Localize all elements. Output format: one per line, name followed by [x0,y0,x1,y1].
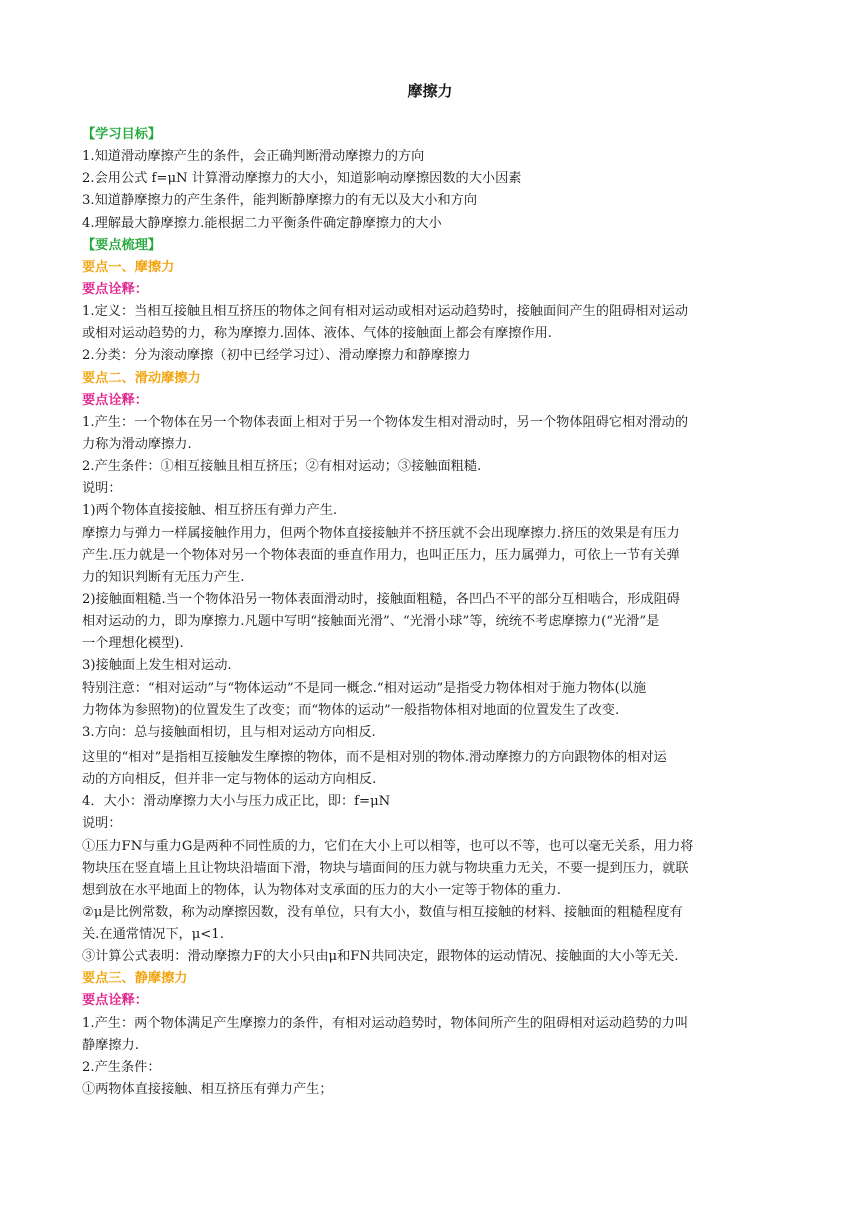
explanation-label: 要点诠释： [82,281,148,297]
text-line: 说明： [82,481,122,497]
text-line: 相对运动的力，即为摩擦力.凡题中写明“接触面光滑”、“光滑小球”等，统统不考虑摩擦力(“光滑”是 [82,614,660,630]
page-title: 摩擦力 [407,82,453,100]
text-line: 2.产生条件：①相互接触且相互挤压；②有相对运动；③接触面粗糙. [82,459,482,475]
text-line: 力的知识判断有无压力产生. [82,569,245,585]
text-line: 2)接触面粗糙.当一个物体沿另一物体表面滑动时，接触面粗糙，各凹凸不平的部分互相啮合，形成阻碍 [82,591,680,607]
text-line: 3.知道静摩擦力的产生条件，能判断静摩擦力的有无以及大小和方向 [82,193,478,209]
text-line: 1.定义：当相互接触且相互挤压的物体之间有相对运动或相对运动趋势时，接触面间产生的阻碍相对运动 [82,304,689,320]
text-line: 3.方向：总与接触面相切，且与相对运动方向相反. [82,724,376,740]
text-line: 特别注意：“相对运动”与“物体运动”不是同一概念.“相对运动”是指受力物体相对于施力物体(以施 [82,680,647,696]
text-line: 或相对运动趋势的力，称为摩擦力.固体、液体、气体的接触面上都会有摩擦作用. [82,326,552,342]
text-line: ①压力FN与重力G是两种不同性质的力，它们在大小上可以相等，也可以不等，也可以毫无关系，用力将 [82,838,694,854]
text-line: 力称为滑动摩擦力. [82,436,192,452]
explanation-label: 要点诠释： [82,392,148,408]
key-point-heading-1: 要点一、摩擦力 [82,259,175,275]
section-heading-key-points: 【要点梳理】 [82,237,162,253]
key-point-heading-2: 要点二、滑动摩擦力 [82,370,201,386]
text-line: 2.会用公式 f=μN 计算滑动摩擦力的大小，知道影响动摩擦因数的大小因素 [82,171,522,187]
section-heading-learning-goals: 【学习目标】 [82,127,162,142]
key-point-heading-3: 要点三、静摩擦力 [82,971,188,987]
text-line: 这里的“相对”是指相互接触发生摩擦的物体，而不是相对别的物体.滑动摩擦力的方向跟物体的相对运 [82,749,667,765]
text-line: 一个理想化模型). [82,636,184,652]
text-line: 想到放在水平地面上的物体，认为物体对支承面的压力的大小一定等于物体的重力. [82,882,561,898]
text-line: 1.产生：两个物体满足产生摩擦力的条件，有相对运动趋势时，物体间所产生的阻碍相对运动趋势的力叫 [82,1015,689,1031]
document-body [82,124,782,1101]
text-line: 2.产生条件： [82,1059,161,1075]
text-line: 1)两个物体直接接触、相互挤压有弹力产生. [82,503,338,519]
text-line: 力物体为参照物)的位置发生了改变；而“物体的运动”一般指物体相对地面的位置发生了改变. [82,702,620,718]
text-line: 动的方向相反，但并非一定与物体的运动方向相反. [82,772,377,788]
text-line: 4．大小：滑动摩擦力大小与压力成正比，即：f=μN [82,794,391,810]
text-line: ①两物体直接接触、相互挤压有弹力产生； [82,1082,333,1098]
text-line: 摩擦力与弹力一样属接触作用力，但两个物体直接接触并不挤压就不会出现摩擦力.挤压的效果是有压力 [82,525,680,541]
text-line: ③计算公式表明：滑动摩擦力F的大小只由μ和FN共同决定，跟物体的运动情况、接触面的大小等无关. [82,949,679,965]
text-line: 1.知道滑动摩擦产生的条件，会正确判断滑动摩擦力的方向 [82,149,425,165]
text-line: 3)接触面上发生相对运动. [82,658,232,674]
text-line: 产生.压力就是一个物体对另一个物体表面的垂直作用力，也叫正压力，压力属弹力，可依上一节有关弹 [82,547,680,563]
text-line: 静摩擦力. [82,1037,139,1053]
text-line: 2.分类：分为滚动摩擦（初中已经学习过）、滑动摩擦力和静摩擦力 [82,348,471,364]
text-line: 4.理解最大静摩擦力.能根据二力平衡条件确定静摩擦力的大小 [82,215,442,231]
text-line: ②μ是比例常数，称为动摩擦因数，没有单位，只有大小，数值与相互接触的材料、接触面的粗糙程度有 [82,904,683,920]
text-line: 1.产生：一个物体在另一个物体表面上相对于另一个物体发生相对滑动时，另一个物体阻碍它相对滑动的 [82,414,689,430]
text-line: 说明： [82,816,122,832]
text-line: 关.在通常情况下，μ<1. [82,927,224,943]
explanation-label: 要点诠释： [82,993,148,1009]
text-line: 物块压在竖直墙上且让物块沿墙面下滑，物块与墙面间的压力就与物块重力无关，不要一提到压力，就联 [82,860,689,876]
